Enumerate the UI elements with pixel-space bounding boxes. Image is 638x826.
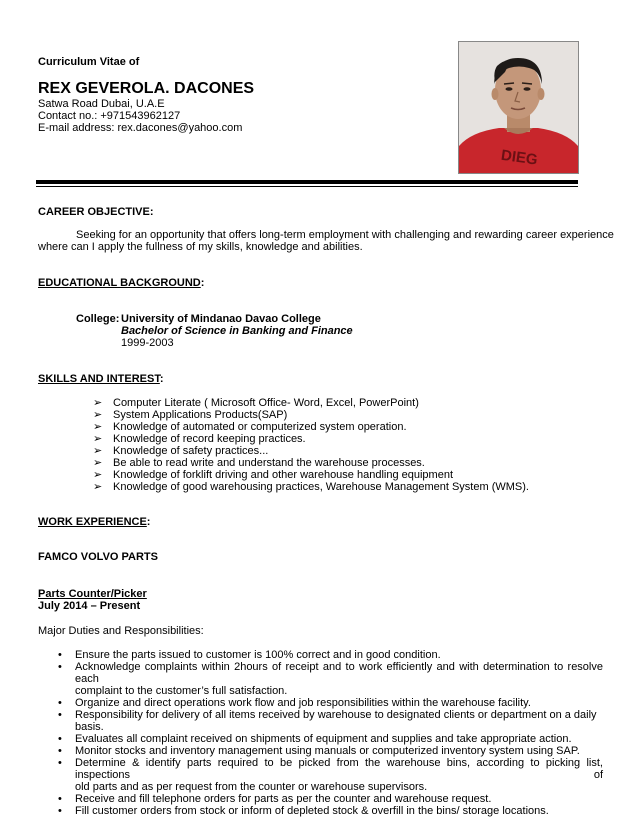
duty-item: [55, 805, 603, 817]
skills-list: [93, 397, 529, 493]
cv-label: Curriculum Vitae of: [38, 56, 140, 68]
arrow-bullet-icon: ➢: [93, 397, 103, 409]
skill-item: [93, 445, 529, 457]
career-objective-heading: CAREER OBJECTIVE:: [38, 206, 154, 218]
career-objective-line-2: where can I apply the fullness of my skills, knowledge and abilities.: [38, 241, 363, 253]
dot-bullet-icon: •: [58, 649, 62, 661]
arrow-bullet-icon: ➢: [93, 445, 103, 457]
duties-list: [55, 649, 603, 817]
work-experience-heading-text: WORK EXPERIENCE: [38, 516, 147, 528]
profile-photo: [458, 41, 579, 174]
candidate-name: REX GEVEROLA. DACONES: [38, 80, 255, 97]
skill-item: [93, 481, 529, 493]
arrow-bullet-icon: ➢: [93, 469, 103, 481]
duty-text-line: complaint to the customer’s full satisfaction.: [75, 685, 288, 697]
dot-bullet-icon: •: [58, 661, 62, 673]
duty-text: Evaluates all complaint received on shipments of equipment and supplies and take appropriate action.: [75, 733, 572, 745]
skills-heading-text: SKILLS AND INTEREST: [38, 373, 160, 385]
contact-number: Contact no.: +971543962127: [38, 110, 181, 122]
duties-label: Major Duties and Responsibilities:: [38, 625, 204, 637]
header-divider-thin: [36, 186, 578, 187]
arrow-bullet-icon: ➢: [93, 481, 103, 493]
education-heading-colon: :: [200, 277, 205, 289]
address: Satwa Road Dubai, U.A.E: [38, 98, 165, 110]
work-experience-heading-colon: :: [146, 516, 151, 528]
work-experience-heading: [38, 516, 150, 528]
skill-text: Knowledge of good warehousing practices, Warehouse Management System (WMS).: [113, 481, 529, 493]
skill-text: Knowledge of automated or computerized system operation.: [113, 421, 407, 433]
duty-text-line: Acknowledge complaints within 2hours of receipt and to work efficiently and with determination to resolve each: [75, 661, 603, 685]
duty-text-line: Determine & identify parts required to be picked from the warehouse bins, according to picking list, inspections of: [75, 757, 603, 781]
skills-heading: [38, 373, 164, 385]
duty-text: Monitor stocks and inventory management using manuals or computerized inventory system using SAP.: [75, 745, 580, 757]
job-period: July 2014 – Present: [38, 600, 141, 612]
dot-bullet-icon: •: [58, 697, 62, 709]
skill-text: Computer Literate ( Microsoft Office- Word, Excel, PowerPoint): [113, 397, 419, 409]
duty-item: [55, 709, 603, 733]
dot-bullet-icon: •: [58, 709, 62, 721]
arrow-bullet-icon: ➢: [93, 433, 103, 445]
skill-text: Knowledge of forklift driving and other warehouse handling equipment: [113, 469, 453, 481]
skill-text: Knowledge of record keeping practices.: [113, 433, 306, 445]
job-position: Parts Counter/Picker: [38, 588, 147, 600]
duty-text: Receive and fill telephone orders for parts as per the counter and warehouse request.: [75, 793, 492, 805]
shirt-text: DIEG: [499, 146, 539, 169]
skill-item: [93, 433, 529, 445]
degree-name: Bachelor of Science in Banking and Finance: [121, 325, 353, 337]
duty-item: [55, 649, 603, 661]
duty-text: Responsibility for delivery of all items received by warehouse to designated clients or department on a daily basis.: [75, 709, 597, 733]
school-name: University of Mindanao Davao College: [121, 313, 321, 325]
education-years: 1999-2003: [121, 337, 174, 349]
skills-heading-colon: :: [159, 373, 164, 385]
header-divider-thick: [36, 180, 578, 184]
skill-item: [93, 469, 529, 481]
dot-bullet-icon: •: [58, 793, 62, 805]
skill-text: System Applications Products(SAP): [113, 409, 288, 421]
dot-bullet-icon: •: [58, 805, 62, 817]
skill-text: Knowledge of safety practices...: [113, 445, 269, 457]
duty-text: Fill customer orders from stock or inform of depleted stock & overfill in the bins/ storage locations.: [75, 805, 549, 817]
arrow-bullet-icon: ➢: [93, 421, 103, 433]
duty-text-line: old parts and as per request from the counter or warehouse supervisors.: [75, 781, 428, 793]
dot-bullet-icon: •: [58, 745, 62, 757]
duty-item: [55, 793, 603, 805]
college-label: College:: [76, 313, 120, 325]
skill-item: [93, 421, 529, 433]
duty-item: [55, 733, 603, 745]
duty-item: [55, 697, 603, 709]
skill-item: [93, 409, 529, 421]
education-heading-text: EDUCATIONAL BACKGROUND: [38, 277, 201, 289]
skill-text: Be able to read write and understand the warehouse processes.: [113, 457, 425, 469]
duty-text: Ensure the parts issued to customer is 100% correct and in good condition.: [75, 649, 441, 661]
duty-item: [55, 757, 603, 793]
skill-item: [93, 457, 529, 469]
arrow-bullet-icon: ➢: [93, 409, 103, 421]
profile-photo-illustration: [459, 42, 578, 173]
email-address: E-mail address: rex.dacones@yahoo.com: [38, 122, 243, 134]
skill-item: [93, 397, 529, 409]
duty-item: [55, 661, 603, 697]
dot-bullet-icon: •: [58, 733, 62, 745]
duty-item: [55, 745, 603, 757]
dot-bullet-icon: •: [58, 757, 62, 769]
company-name: FAMCO VOLVO PARTS: [38, 551, 158, 563]
education-heading: [38, 277, 204, 289]
duty-text: Organize and direct operations work flow and job responsibilities within the warehouse facility.: [75, 697, 531, 709]
career-objective-line-1: Seeking for an opportunity that offers long-term employment with challenging and rewarding career experience: [76, 229, 614, 241]
arrow-bullet-icon: ➢: [93, 457, 103, 469]
